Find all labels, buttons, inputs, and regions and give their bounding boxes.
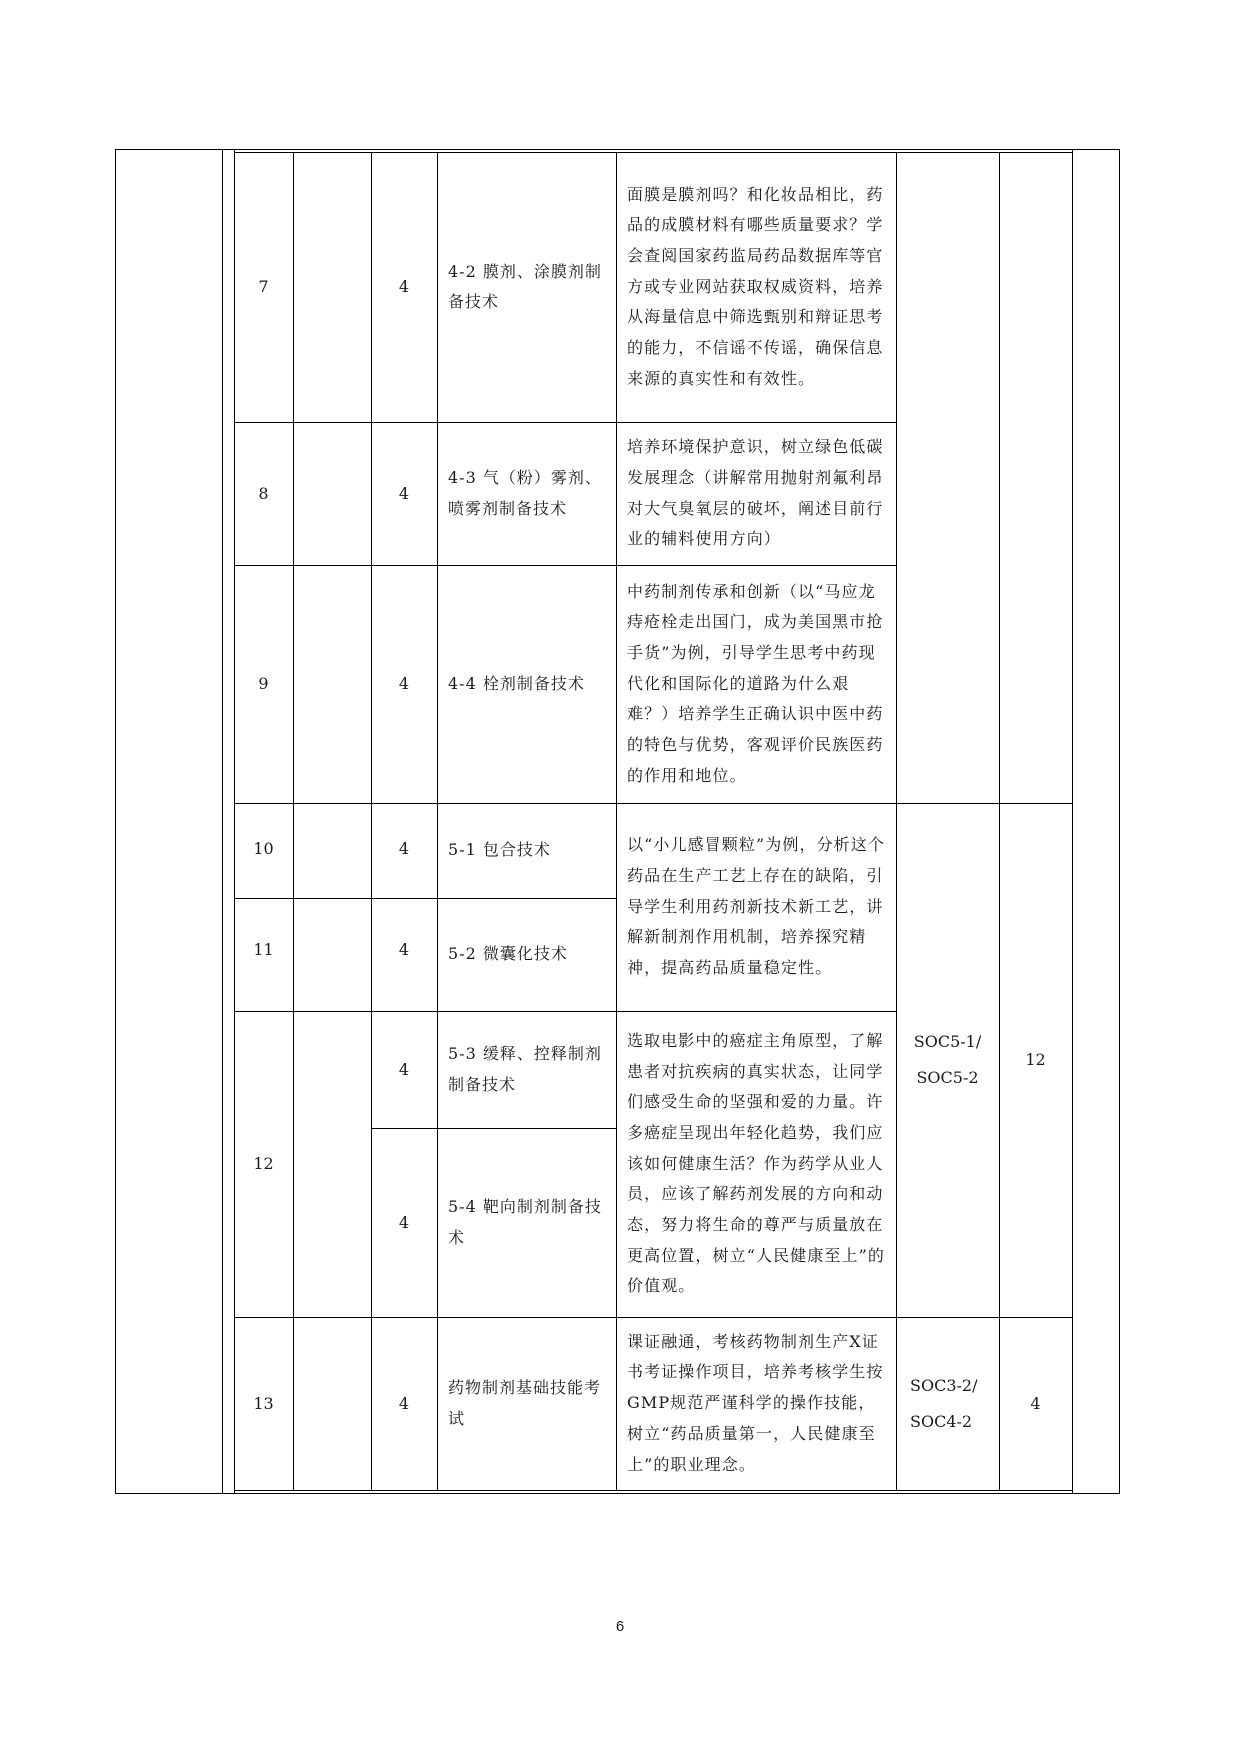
- row-12-ideology: 选取电影中的癌症主角原型，了解患者对抗疾病的真实状态，让同学们感受生命的坚强和爱的力量。许多癌症呈现出年轻化趋势，我们应该如何健康生活？作为药学从业人员，应该了解药剂发展的方向和动态，努力将生命的尊严与质量放在更高位置，树立“人民健康至上”的价值观。: [627, 1030, 885, 1296]
- row-8-hours: 4: [398, 483, 410, 503]
- row-12a-topic: 5-3 缓释、控释制剂制备技术: [448, 1044, 602, 1094]
- row-10-topic: 5-1 包合技术: [448, 840, 551, 860]
- row-13-ideology: 课证融通，考核药物制剂生产X证书考证操作项目，培养考核学生按GMP规范严谨科学的操作技能，树立“药品质量第一，人民健康至上”的职业理念。: [627, 1331, 884, 1474]
- rows-10-12-outcome: SOC5-1/ SOC5-2: [913, 1032, 982, 1087]
- rows-10-11-ideology: 以“小儿感冒颗粒”为例，分析这个药品在生产工艺上存在的缺陷，引导学生利用药剂新技术新工艺，讲解新制剂作用机制，培养探究精神，提高药品质量稳定性。: [627, 835, 885, 978]
- row-13-topic: 药物制剂基础技能考试: [448, 1378, 602, 1428]
- row-7-ideology: 面膜是膜剂吗？和化妆品相比，药品的成膜材料有哪些质量要求？学会查阅国家药监局药品数据库等官方或专业网站获取权威资料，培养从海量信息中筛选甄别和辩证思考的能力，不信谣不传谣，确保信息来源的真实性和有效性。: [627, 184, 884, 388]
- row-9-topic: 4-4 栓剂制备技术: [448, 673, 585, 693]
- row-11-hours: 4: [398, 939, 410, 959]
- rows-10-12-total: 12: [1025, 1050, 1046, 1069]
- row-9-number: 9: [258, 674, 269, 693]
- row-8-topic: 4-3 气（粉）雾剂、喷雾剂制备技术: [448, 468, 602, 518]
- row-12a-hours: 4: [398, 1059, 410, 1079]
- row-13-number: 13: [253, 1393, 274, 1413]
- row-13-outcome: SOC3-2/ SOC4-2: [910, 1375, 978, 1431]
- row-10-number: 10: [253, 838, 274, 858]
- row-7-topic: 4-2 膜剂、涂膜剂制备技术: [448, 261, 602, 311]
- row-8-number: 8: [258, 483, 269, 503]
- row-7-number: 7: [258, 277, 269, 296]
- row-13-total: 4: [1030, 1393, 1041, 1413]
- row-11-topic: 5-2 微囊化技术: [448, 944, 568, 964]
- row-8-ideology: 培养环境保护意识，树立绿色低碳发展理念（讲解常用抛射剂氟利昂对大气臭氧层的破坏，阐述目前行业的辅料使用方向）: [627, 437, 884, 549]
- row-9-ideology: 中药制剂传承和创新（以“马应龙痔疮栓走出国门，成为美国黑市抢手货”为例，引导学生思考中药现代化和国际化的道路为什么艰难？）培养学生正确认识中医中药的特色与优势，客观评价民族医药的作用和地位。: [627, 581, 884, 785]
- row-11-number: 11: [253, 939, 274, 959]
- row-12-number: 12: [253, 1154, 274, 1173]
- row-12b-hours: 4: [398, 1212, 410, 1232]
- row-10-hours: 4: [398, 838, 410, 858]
- page-number: 6: [615, 1618, 625, 1635]
- row-12b-topic: 5-4 靶向制剂制备技术: [448, 1197, 602, 1247]
- row-7-hours: 4: [398, 277, 410, 296]
- row-13-hours: 4: [398, 1393, 410, 1413]
- row-9-hours: 4: [398, 674, 410, 693]
